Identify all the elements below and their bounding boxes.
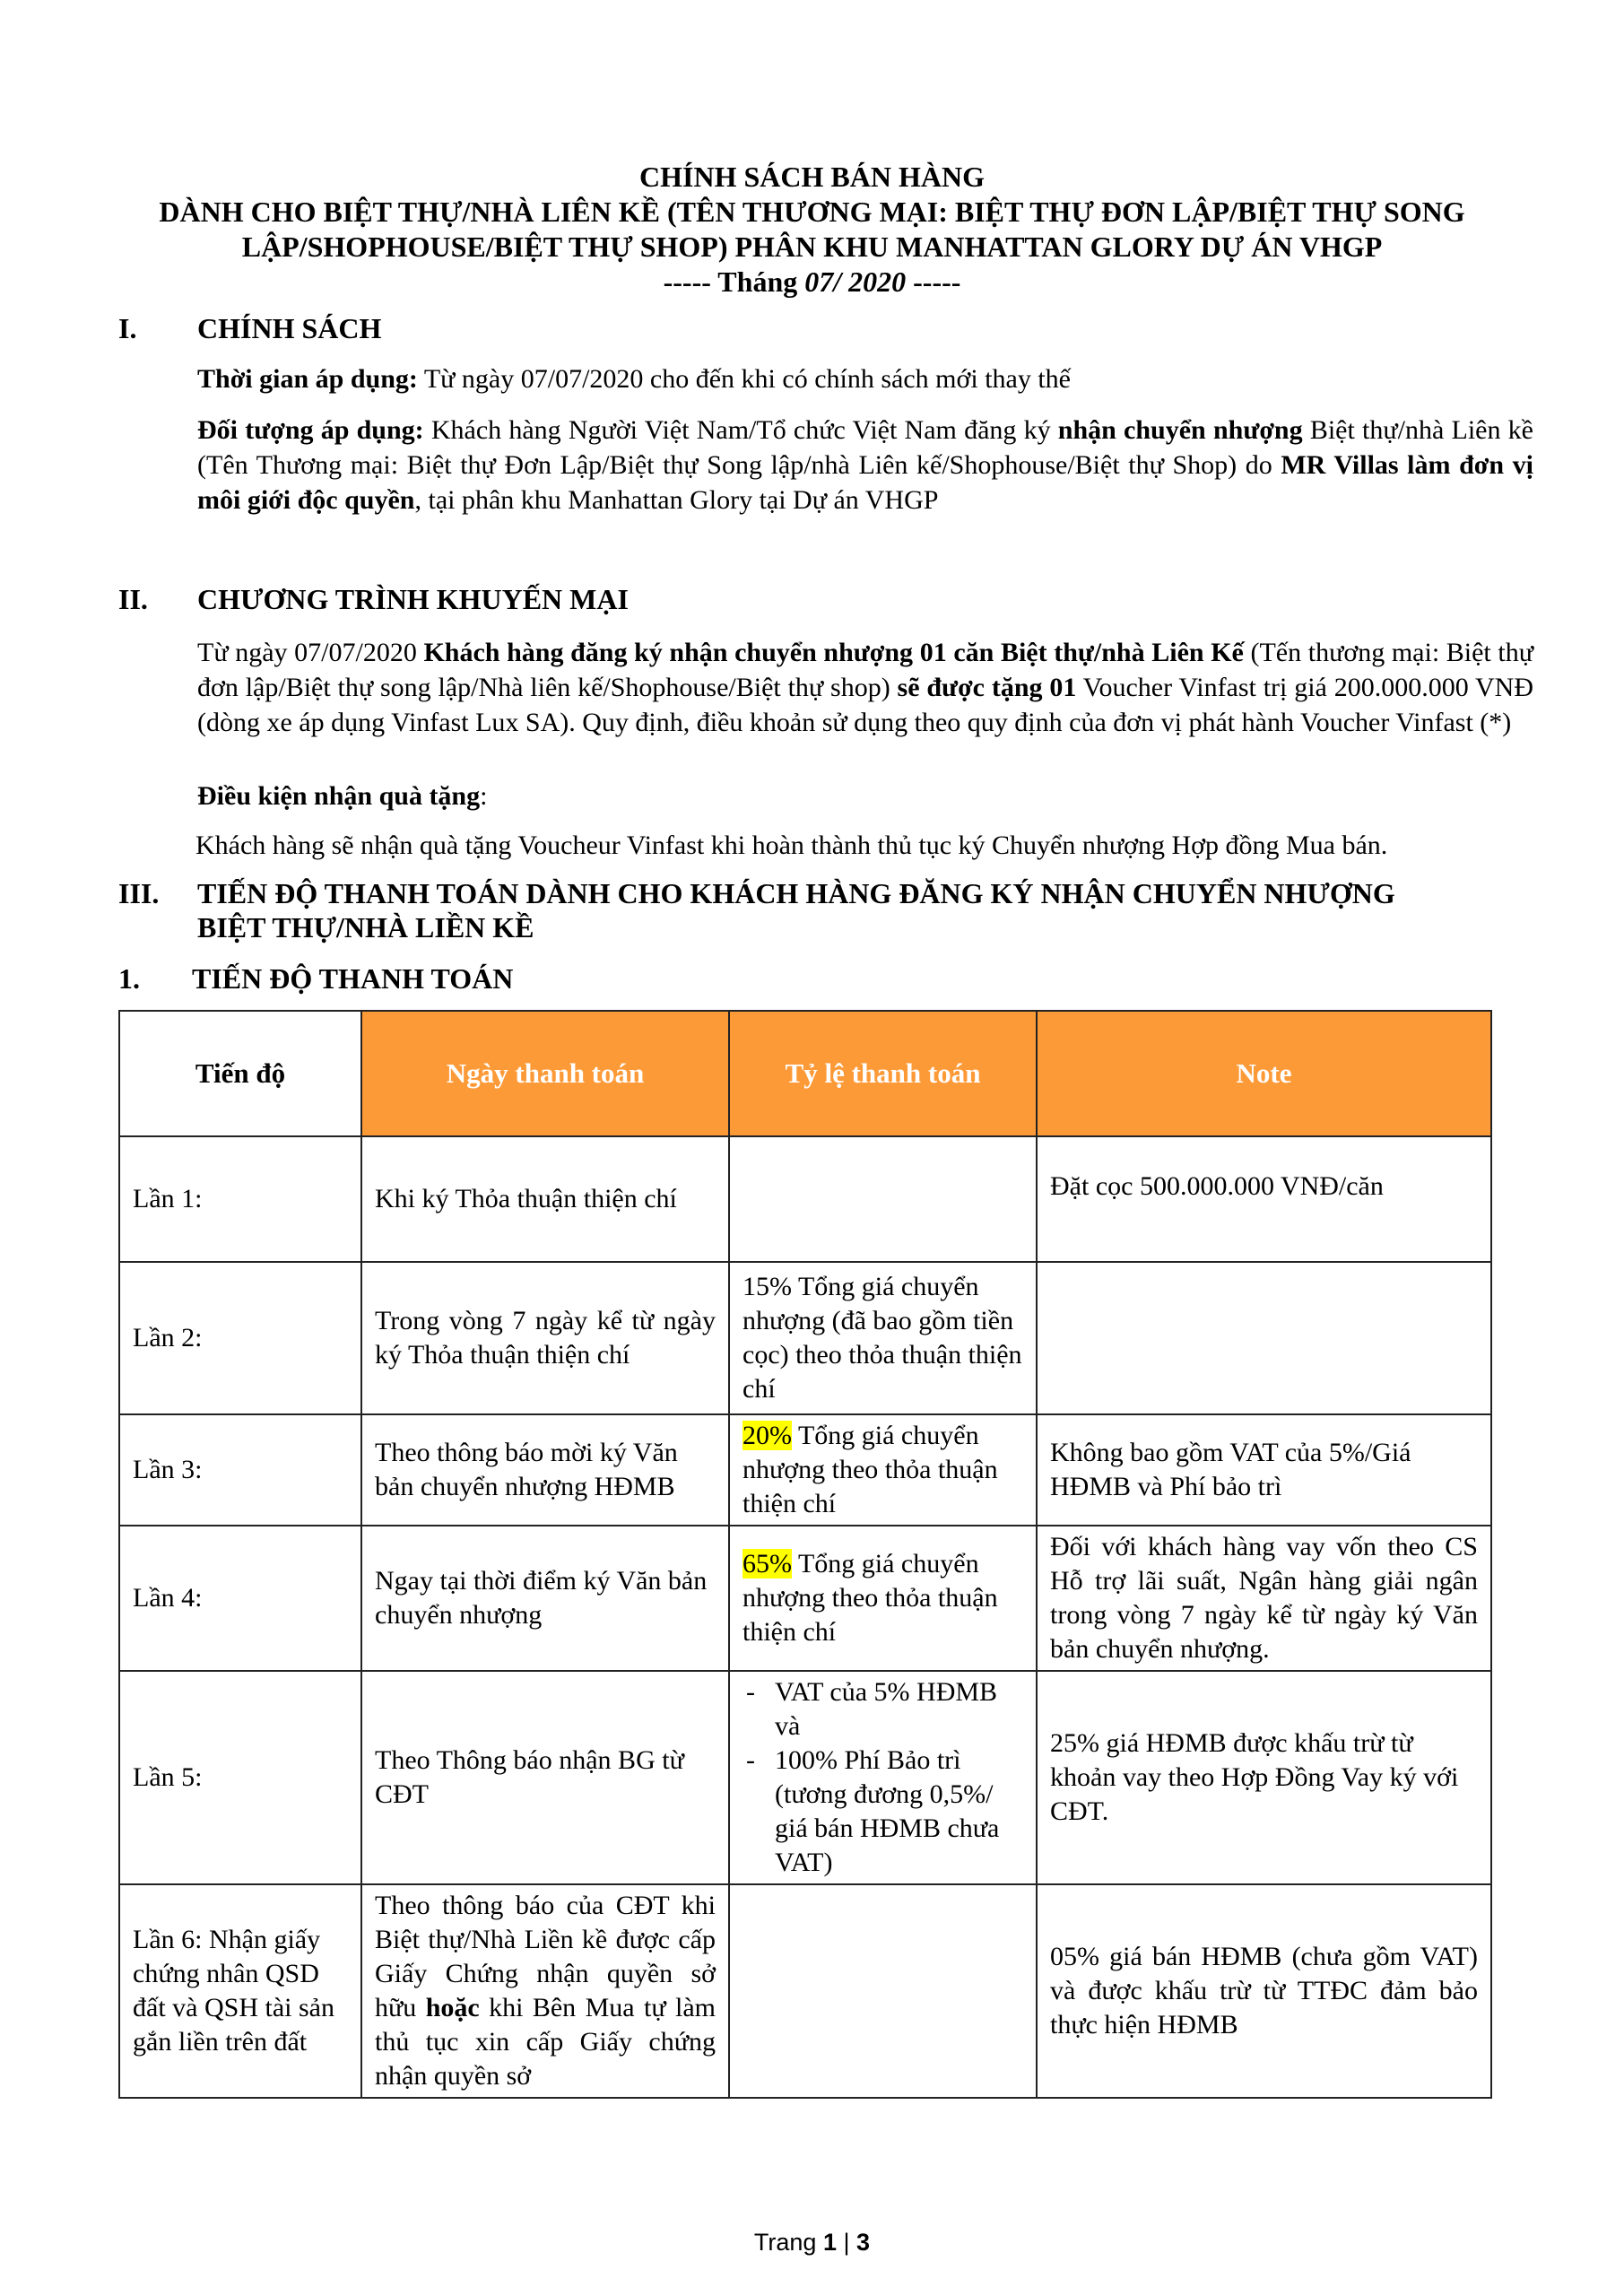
table-row [119, 1526, 1491, 1671]
rate-cell [729, 1884, 1037, 2098]
highlighted-percent: 20% [743, 1421, 792, 1450]
title-line-4 [90, 265, 1534, 300]
colon: : [480, 781, 488, 811]
header-payment-rate: Tỷ lệ thanh toán [729, 1011, 1037, 1136]
title-line-1: CHÍNH SÁCH BÁN HÀNG [639, 161, 985, 193]
label: Điều kiện nhận quà tặng [197, 781, 481, 811]
page-footer [0, 2229, 1624, 2257]
page-label: Trang [753, 2229, 823, 2256]
applicable-time [197, 361, 1533, 396]
subsection-number: 1. [118, 962, 140, 995]
note-cell: 25% giá HĐMB được khấu trừ từ khoản vay theo Hợp Đồng Vay ký với CĐT. [1037, 1671, 1491, 1884]
date-cell: Theo Thông báo nhận BG từ CĐT [361, 1671, 729, 1884]
applicable-target [197, 413, 1533, 517]
note-cell: 05% giá bán HĐMB (chưa gồm VAT) và được khấu trừ từ TTĐC đảm bảo thực hiện HĐMB [1037, 1884, 1491, 2098]
section-title: CHƯƠNG TRÌNH KHUYẾN MẠI [197, 583, 629, 615]
text: khi Bên Mua tự làm thủ tục xin cấp Giấy chứng nhận quyền sở [375, 1993, 716, 2091]
note-cell: Không bao gồm VAT của 5%/Giá HĐMB và Phí bảo trì [1037, 1414, 1491, 1526]
gift-condition-label [197, 778, 1533, 813]
page-separator: | [837, 2229, 857, 2256]
bold-text: MR Villas làm đơn vị môi giới độc quyền [197, 450, 1533, 515]
subsection-title: TIẾN ĐỘ THANH TOÁN [192, 962, 514, 995]
bold-text: hoặc [425, 1993, 480, 2022]
stage-cell: Lần 1: [119, 1136, 361, 1262]
date-cell: Ngay tại thời điểm ký Văn bản chuyển nhượng [361, 1526, 729, 1671]
text: (Tến thương mại: Biệt thự đơn lập/Biệt thự song lập/Nhà liên kế/Shophouse/Biệt thự shop) [197, 638, 1533, 702]
section-number: III. [118, 877, 160, 909]
header-note: Note [1037, 1011, 1491, 1136]
stage-cell: Lần 2: [119, 1262, 361, 1414]
note-cell: Đối với khách hàng vay vốn theo CS Hỗ trợ lãi suất, Ngân hàng giải ngân trong vòng 7 ngày kể từ ngày ký Văn bản chuyển nhượng. [1037, 1526, 1491, 1671]
note-cell: Đặt cọc 500.000.000 VNĐ/căn [1037, 1136, 1491, 1262]
rate-cell [729, 1136, 1037, 1262]
bold-text: sẽ được tặng 01 [897, 673, 1077, 702]
page-number: 1 [822, 2229, 837, 2256]
table-row [119, 1671, 1491, 1884]
title-line-2: DÀNH CHO BIỆT THỰ/NHÀ LIÊN KỀ (TÊN THƯƠNG MẠI: BIỆT THỰ ĐƠN LẬP/BIỆT THỰ SONG [159, 196, 1465, 228]
document-title [90, 160, 1534, 300]
page-total: 3 [856, 2229, 871, 2256]
gift-condition-text: Khách hàng sẽ nhận quà tặng Voucheur Vinfast khi hoàn thành thủ tục ký Chuyển nhượng Hợp đồng Mua bán. [195, 831, 1388, 860]
rate-list [743, 1675, 1023, 1880]
label: Thời gian áp dụng: [197, 364, 418, 394]
table-row [119, 1414, 1491, 1526]
rate-list-item: - VAT của 5% HĐMB và [743, 1675, 1023, 1744]
rate-list-item: - 100% Phí Bảo trì (tương đương 0,5%/ giá bán HĐMB chưa VAT) [743, 1744, 1023, 1880]
section-number: I. [118, 312, 137, 344]
stage-cell: Lần 6: Nhận giấy chứng nhân QSD đất và QSH tài sản gắn liền trên đất [119, 1884, 361, 2098]
section-number: II. [118, 583, 148, 615]
text: Theo thông báo của CĐT khi Biệt thự/Nhà Liền kề được cấp Giấy Chứng nhận quyền sở hữu [375, 1891, 716, 2022]
table-header-row [119, 1011, 1491, 1136]
highlighted-percent: 65% [743, 1549, 792, 1578]
bold-text: Khách hàng đăng ký nhận chuyển nhượng 01 căn Biệt thự/nhà Liên Kế [423, 638, 1244, 667]
stage-cell: Lần 4: [119, 1526, 361, 1671]
text: Biệt thự/nhà Liên kề (Tên Thương mại: Biệt thự Đơn Lập/Biệt thự Song lập/nhà Liên kế/Shophouse/Biệt thự Shop) do [197, 415, 1533, 480]
section-title-line-1: TIẾN ĐỘ THANH TOÁN DÀNH CHO KHÁCH HÀNG ĐĂNG KÝ NHẬN CHUYỂN NHƯỢNG [197, 877, 1395, 909]
date-cell: Theo thông báo mời ký Văn bản chuyển nhượng HĐMB [361, 1414, 729, 1526]
rate-cell [729, 1414, 1037, 1526]
date-cell: Trong vòng 7 ngày kể từ ngày ký Thỏa thuận thiện chí [361, 1262, 729, 1414]
stage-cell: Lần 5: [119, 1671, 361, 1884]
table-row [119, 1884, 1491, 2098]
section-title: CHÍNH SÁCH [197, 312, 382, 344]
label: Đối tượng áp dụng: [197, 415, 424, 445]
title-line-3: LẬP/SHOPHOUSE/BIỆT THỰ SHOP) PHÂN KHU MANHATTAN GLORY DỰ ÁN VHGP [241, 230, 1383, 263]
title-date: 07/ 2020 [804, 265, 907, 298]
title-dash-suffix: ----- [906, 265, 961, 298]
rate-cell: 15% Tổng giá chuyển nhượng (đã bao gồm tiền cọc) theo thỏa thuận thiện chí [729, 1262, 1037, 1414]
text: Từ ngày 07/07/2020 [197, 638, 424, 667]
header-payment-date: Ngày thanh toán [361, 1011, 729, 1136]
text: Khách hàng Người Việt Nam/Tổ chức Việt Nam đăng ký [423, 415, 1058, 445]
text: , tại phân khu Manhattan Glory tại Dự án VHGP [414, 485, 939, 515]
stage-cell: Lần 3: [119, 1414, 361, 1526]
note-cell [1037, 1262, 1491, 1414]
rate-cell [729, 1526, 1037, 1671]
promotion-text [197, 635, 1533, 740]
text: Voucher Vinfast trị giá 200.000.000 VNĐ (dòng xe áp dụng Vinfast Lux SA). Quy định, điều khoản sử dụng theo quy định của đơn vị phát hành Voucher Vinfast (*) [197, 673, 1534, 737]
rate-text: Tổng giá chuyển nhượng theo thỏa thuận thiện chí [743, 1421, 998, 1518]
table-row [119, 1262, 1491, 1414]
date-cell: Khi ký Thỏa thuận thiện chí [361, 1136, 729, 1262]
section-title-line-2: BIỆT THỰ/NHÀ LIỀN KỀ [197, 911, 534, 944]
header-stage: Tiến độ [119, 1011, 361, 1136]
rate-text: Tổng giá chuyển nhượng theo thỏa thuận thiện chí [743, 1549, 998, 1647]
rate-cell [729, 1671, 1037, 1884]
payment-schedule-table [118, 1010, 1492, 2099]
table-row [119, 1136, 1491, 1262]
title-dash-prefix: ----- Tháng [663, 265, 805, 298]
date-cell [361, 1884, 729, 2098]
bold-text: nhận chuyển nhượng [1057, 415, 1303, 445]
value: Từ ngày 07/07/2020 cho đến khi có chính sách mới thay thế [417, 364, 1071, 394]
